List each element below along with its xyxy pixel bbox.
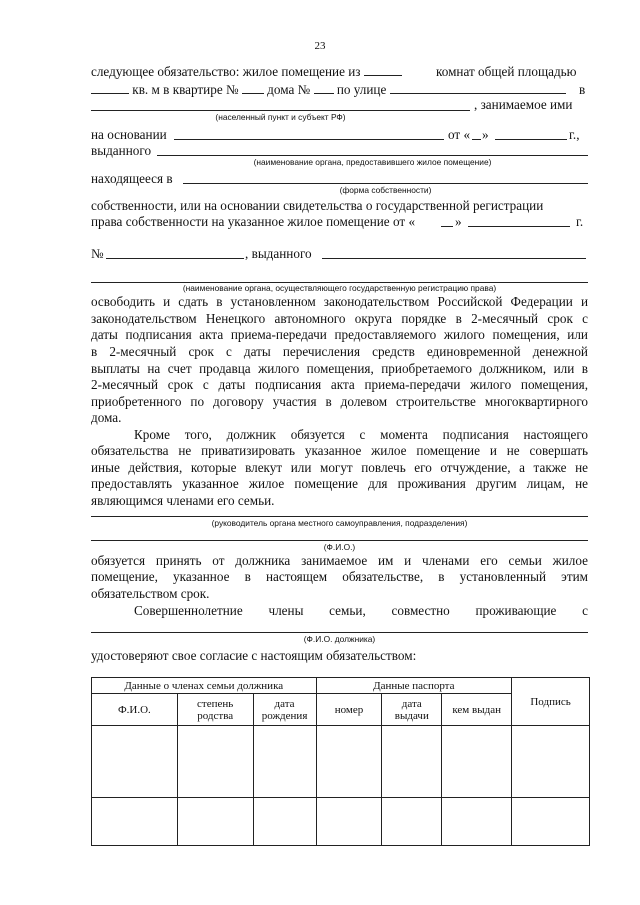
blank-cert-issuer[interactable] bbox=[322, 258, 586, 259]
cell-issue-date[interactable] bbox=[382, 798, 442, 846]
text-apartment: кв. м в квартире № bbox=[132, 82, 239, 97]
text-street: по улице bbox=[336, 82, 387, 97]
text-in: в bbox=[579, 82, 586, 97]
page-number: 23 bbox=[314, 40, 326, 52]
caption-organ-housing: (наименование органа, предоставившего жилое помещение) bbox=[253, 157, 492, 167]
text-registration-date: права собственности на указанное жилое помещение от « bbox=[91, 214, 416, 229]
text-adult-members: Совершеннолетние члены семьи, совместно проживающие с bbox=[134, 603, 588, 618]
paragraph-line: выплаты на счет продавца жилого помещения, приобретаемого должником, или в bbox=[91, 361, 588, 376]
blank-basis-day[interactable] bbox=[472, 139, 481, 140]
blank-area[interactable] bbox=[91, 82, 129, 94]
cell-fio[interactable] bbox=[92, 726, 178, 798]
paragraph-line: даты подписания акта приема-передачи предоставляемого жилого помещения, или bbox=[91, 327, 588, 342]
header-issue-date: дата выдачи bbox=[382, 694, 442, 726]
header-family-data: Данные о членах семьи должника bbox=[92, 678, 317, 694]
text-issued-2: , выданного bbox=[245, 246, 312, 261]
text-from bbox=[448, 127, 470, 143]
blank-cert-number[interactable] bbox=[106, 258, 244, 259]
cell-passport-number[interactable] bbox=[316, 798, 382, 846]
header-issued-by: кем выдан bbox=[442, 694, 512, 726]
cell-issued-by[interactable] bbox=[442, 798, 512, 846]
cell-kinship[interactable] bbox=[177, 726, 253, 798]
paragraph-line: помещение, указанное в настоящем обязательстве, в установленный этим bbox=[91, 569, 588, 584]
text-ownership-certificate: собственности, или на основании свидетельства о государственной регистрации bbox=[91, 198, 544, 213]
blank-rooms[interactable] bbox=[364, 64, 402, 76]
paragraph-line: освободить и сдать в установленном законодательством Российской Федерации и bbox=[91, 294, 588, 309]
paragraph-line: в 2-месячный срок с даты перечисления средств единовременной денежной bbox=[91, 344, 588, 359]
blank-basis-document[interactable] bbox=[174, 139, 444, 140]
paragraph-line: обязуется принять от должника занимаемое им и членами его семьи жилое bbox=[91, 553, 588, 568]
header-signature: Подпись bbox=[512, 678, 590, 726]
blank-cert-month[interactable] bbox=[468, 226, 570, 227]
blank-street[interactable] bbox=[390, 82, 566, 94]
cell-signature[interactable] bbox=[512, 798, 590, 846]
header-birth-date: дата рождения bbox=[253, 694, 316, 726]
blank-authority-head[interactable] bbox=[91, 516, 588, 517]
blank-basis-month[interactable] bbox=[495, 139, 567, 140]
cell-birth-date[interactable] bbox=[253, 798, 316, 846]
text-consent: удостоверяют свое согласие с настоящим обязательством: bbox=[91, 648, 417, 663]
blank-apartment-number[interactable] bbox=[242, 82, 264, 94]
caption-registration: (наименование органа, осуществляющего государственную регистрацию права) bbox=[182, 283, 497, 293]
table-header-row bbox=[92, 678, 590, 694]
text-number-sign: № bbox=[91, 246, 104, 261]
text-quote-close: » bbox=[482, 127, 489, 142]
cell-kinship[interactable] bbox=[177, 798, 253, 846]
cell-issued-by[interactable] bbox=[442, 726, 512, 798]
paragraph-line: иные действия, которые влекут или могут повлечь его отчуждение, а также не bbox=[91, 460, 588, 475]
header-fio: Ф.И.О. bbox=[92, 694, 178, 726]
paragraph-line: предоставлять указанное жилое помещение для проживания другим лицам, не bbox=[91, 476, 588, 491]
text-quote-close-2: » bbox=[455, 214, 462, 229]
text-line-2 bbox=[91, 82, 566, 98]
paragraph-line: дома. bbox=[91, 410, 122, 425]
text-from-open: от « bbox=[448, 127, 471, 142]
header-passport-data: Данные паспорта bbox=[316, 678, 512, 694]
cell-fio[interactable] bbox=[92, 798, 178, 846]
family-members-table bbox=[91, 677, 590, 846]
paragraph-line: законодательством Ненецкого автономного округа порядке в 2-месячный срок с bbox=[91, 311, 588, 326]
caption-fio: (Ф.И.О.) bbox=[323, 542, 356, 552]
text-house: дома № bbox=[267, 82, 311, 97]
caption-ownership: (форма собственности) bbox=[339, 185, 432, 195]
paragraph-line: являющимся членами его семьи. bbox=[91, 493, 275, 508]
text-basis: на основании bbox=[91, 127, 167, 142]
paragraph-line: обязательства не приватизировать указанное жилое помещение и не совершать bbox=[91, 443, 588, 458]
paragraph-line: 2-месячный срок с даты подписания акта приема-передачи жилого помещения, bbox=[91, 377, 588, 392]
paragraph-line: обязательством срок. bbox=[91, 586, 210, 601]
header-kinship: степень родства bbox=[177, 694, 253, 726]
paragraph-line: приобретенного по договору участия в долевом строительстве многоквартирного bbox=[91, 394, 588, 409]
cell-signature[interactable] bbox=[512, 726, 590, 798]
caption-settlement: (населенный пункт и субъект РФ) bbox=[215, 112, 346, 122]
text-issued: выданного bbox=[91, 143, 152, 158]
blank-authority-fio[interactable] bbox=[91, 540, 588, 541]
paragraph-line: Кроме того, должник обязуется с момента подписания настоящего bbox=[134, 427, 588, 442]
blank-settlement[interactable] bbox=[91, 110, 470, 111]
table-row bbox=[92, 726, 590, 798]
blank-debtor-fio[interactable] bbox=[91, 632, 588, 633]
text-line-1 bbox=[91, 64, 402, 80]
blank-house-number[interactable] bbox=[314, 82, 334, 94]
text-obligation-intro: следующее обязательство: жилое помещение из bbox=[91, 64, 361, 79]
text-rooms-area: комнат общей площадью bbox=[436, 64, 577, 79]
text-year: г., bbox=[569, 127, 580, 142]
blank-cert-day[interactable] bbox=[441, 226, 453, 227]
text-located: находящееся в bbox=[91, 171, 173, 186]
text-year-2: г. bbox=[576, 214, 584, 229]
cell-passport-number[interactable] bbox=[316, 726, 382, 798]
cell-issue-date[interactable] bbox=[382, 726, 442, 798]
table-row bbox=[92, 798, 590, 846]
cell-birth-date[interactable] bbox=[253, 726, 316, 798]
blank-issuing-organ[interactable] bbox=[157, 155, 588, 156]
caption-fio-debtor: (Ф.И.О. должника) bbox=[303, 634, 376, 644]
blank-ownership-form[interactable] bbox=[183, 183, 588, 184]
text-occupied: , занимаемое ими bbox=[474, 97, 573, 112]
caption-authority-head: (руководитель органа местного самоуправления, подразделения) bbox=[211, 518, 468, 528]
header-passport-number: номер bbox=[316, 694, 382, 726]
